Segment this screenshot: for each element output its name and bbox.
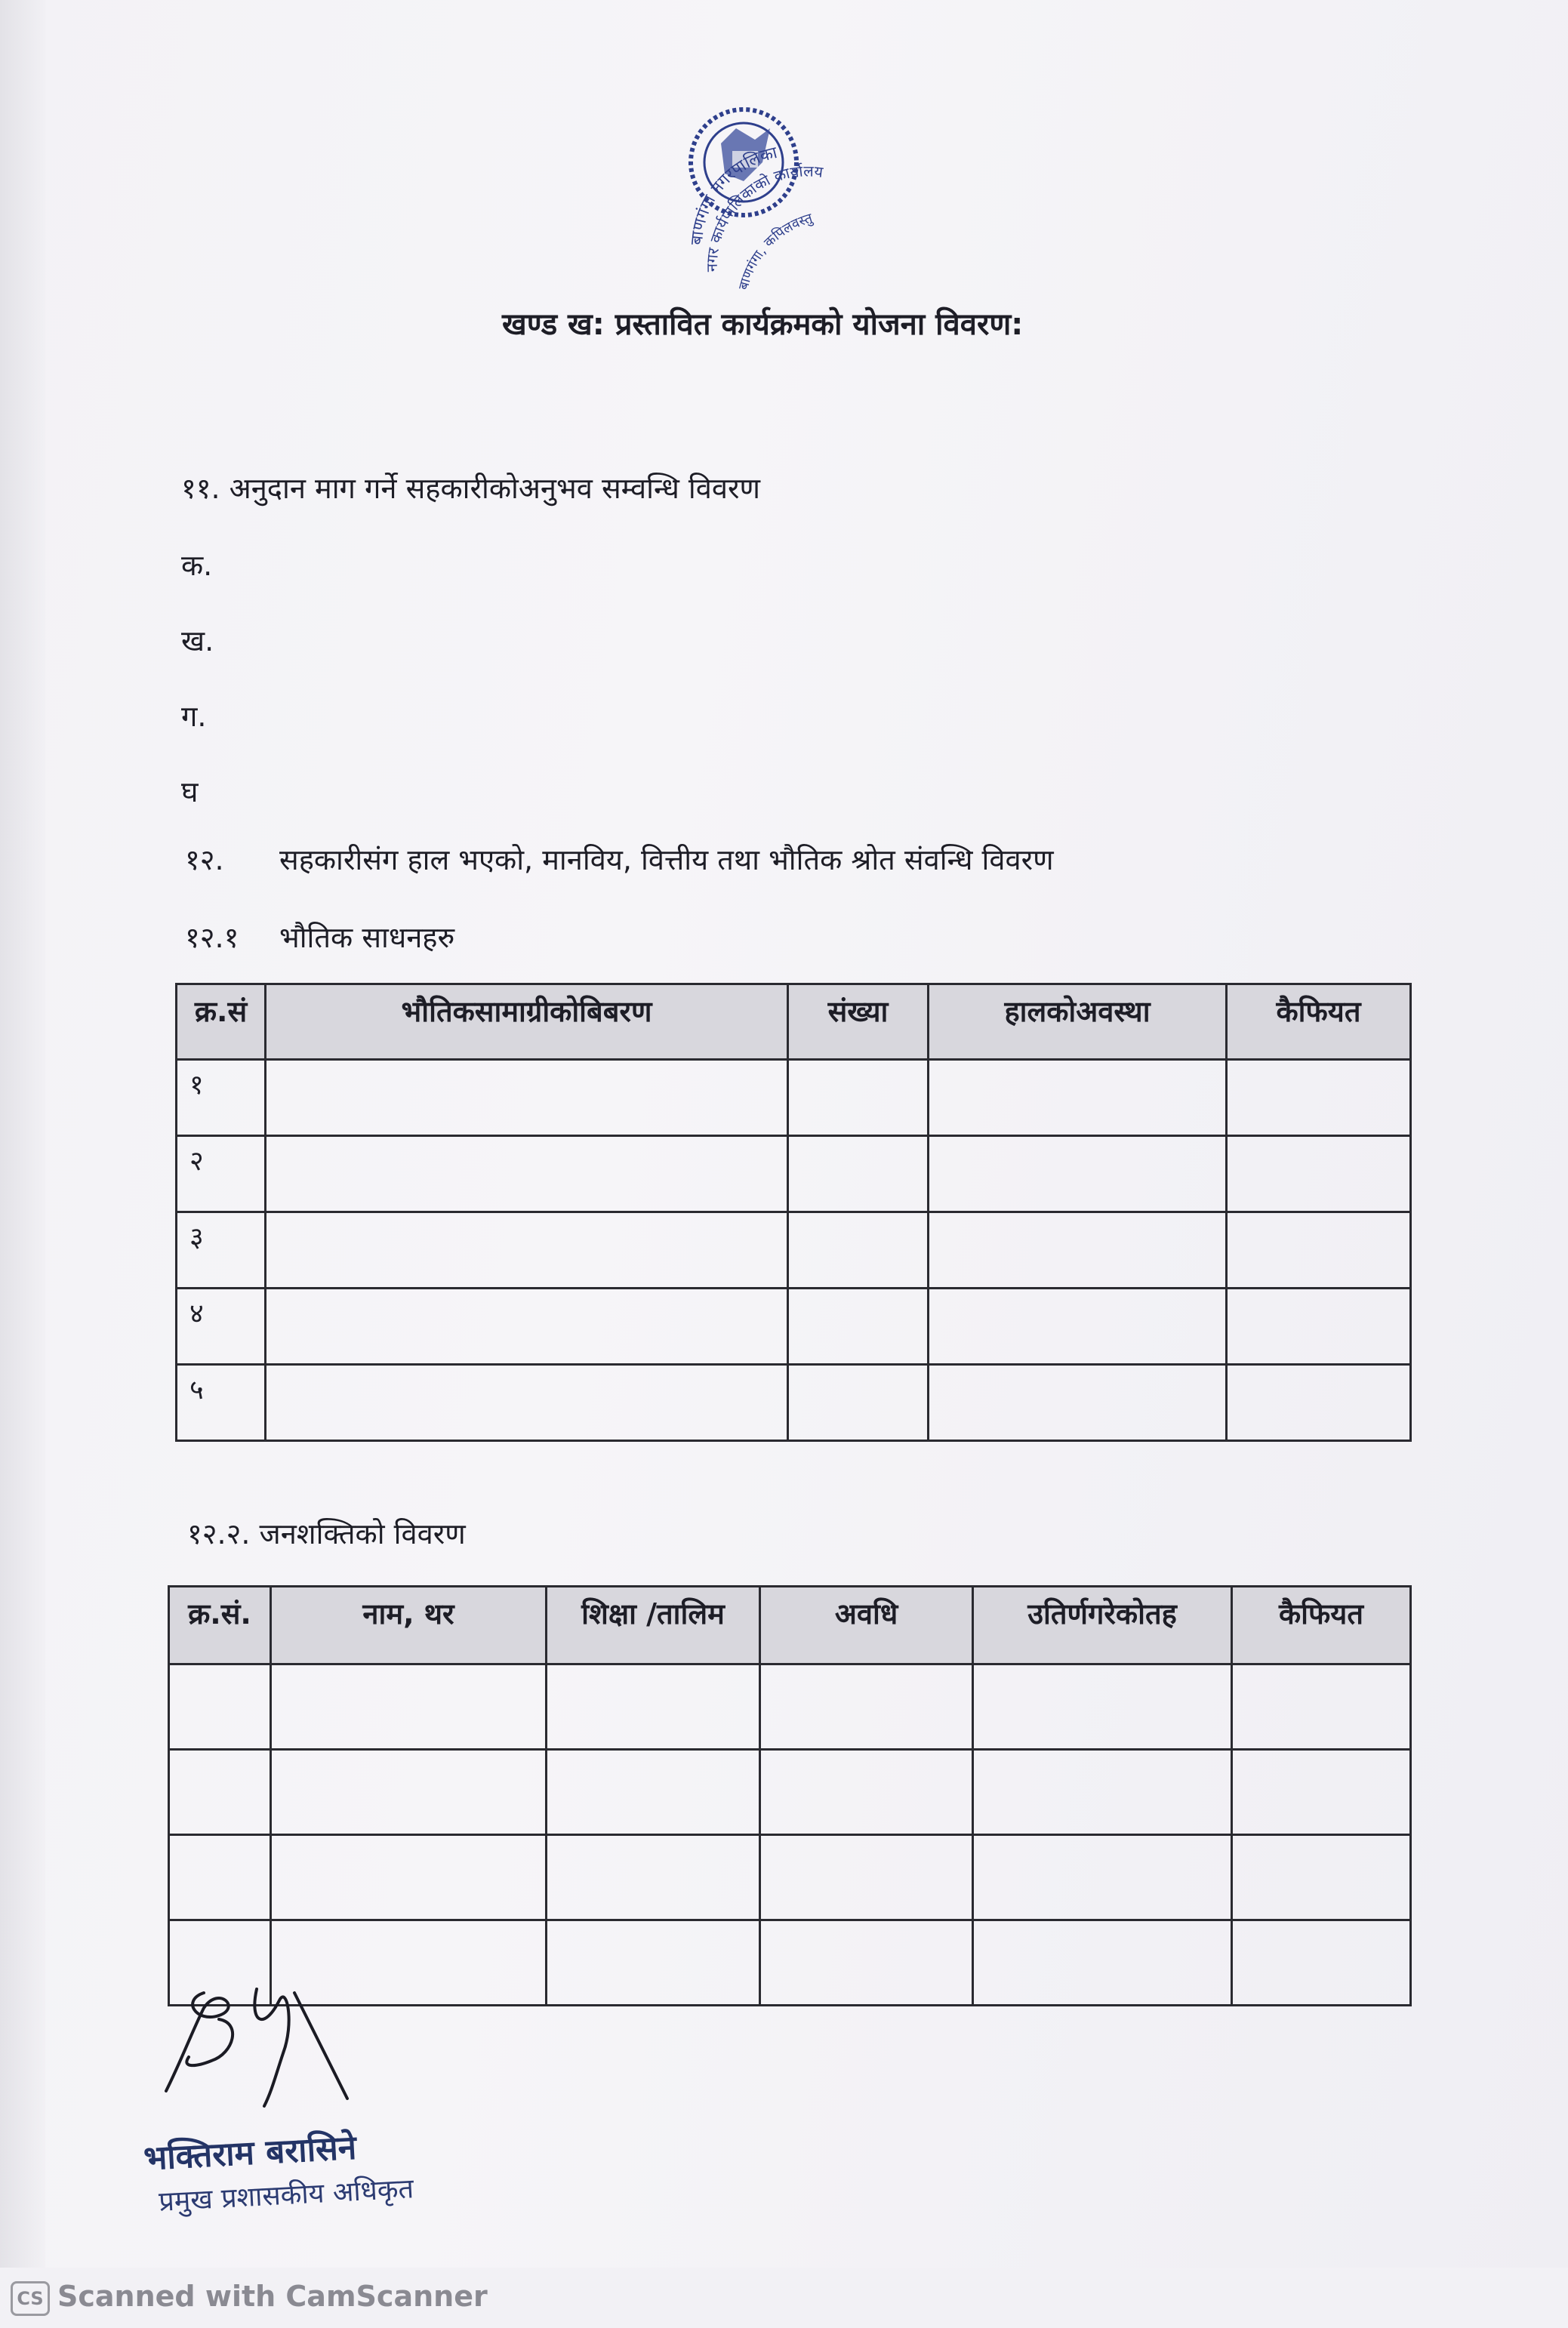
cell-remarks[interactable]: [1227, 1136, 1411, 1212]
item12-2-title: १२.२. जनशक्तिको विवरण: [187, 1517, 466, 1550]
col-header-quantity: संख्या: [788, 984, 929, 1060]
cell-name[interactable]: [271, 1750, 547, 1835]
cell-level[interactable]: [973, 1664, 1232, 1750]
cell-remarks[interactable]: [1227, 1289, 1411, 1365]
signatory-name: भक्तिराम बरासिने: [142, 2128, 358, 2179]
table-header-row: [169, 1587, 1411, 1664]
item11-sub-kha: ख.: [181, 624, 214, 657]
item11-title: ११. अनुदान माग गर्ने सहकारीकोअनुभव सम्वन्धि विवरण: [181, 472, 761, 505]
svg-text:बाणगंगा, कपिलवस्तु: [735, 210, 815, 291]
table-row: [169, 1664, 1411, 1750]
cell-description[interactable]: [266, 1289, 788, 1365]
col-header-remarks: कैफियत: [1227, 984, 1411, 1060]
cell-description[interactable]: [266, 1365, 788, 1441]
table-row: [177, 1212, 1411, 1289]
cell-remarks[interactable]: [1232, 1750, 1411, 1835]
cell-quantity[interactable]: [788, 1136, 929, 1212]
handwritten-signature: [151, 1978, 377, 2114]
row-serial: १: [177, 1060, 266, 1136]
seal-text-line1: बाणगंगा नगरपालिका: [687, 143, 780, 246]
cell-level[interactable]: [973, 1835, 1232, 1920]
item12-1-title: भौतिक साधनहरु: [279, 921, 455, 954]
cell-quantity[interactable]: [788, 1365, 929, 1441]
col-header-remarks: कैफियत: [1232, 1587, 1411, 1664]
cell-remarks[interactable]: [1227, 1365, 1411, 1441]
col-header-serial: क्र.सं: [177, 984, 266, 1060]
col-header-level-passed: उतिर्णगरेकोतह: [973, 1587, 1232, 1664]
cell-quantity[interactable]: [788, 1212, 929, 1289]
cell-remarks[interactable]: [1227, 1060, 1411, 1136]
row-serial: ५: [177, 1365, 266, 1441]
table-row: [177, 1060, 1411, 1136]
cell-education[interactable]: [547, 1920, 760, 2006]
cell-description[interactable]: [266, 1060, 788, 1136]
cell-serial[interactable]: [169, 1664, 271, 1750]
table-row: [169, 1835, 1411, 1920]
cell-remarks[interactable]: [1232, 1835, 1411, 1920]
cell-education[interactable]: [547, 1664, 760, 1750]
item11-sub-gha: घ: [181, 775, 199, 808]
cell-remarks[interactable]: [1227, 1212, 1411, 1289]
cell-condition[interactable]: [929, 1289, 1227, 1365]
cell-quantity[interactable]: [788, 1060, 929, 1136]
seal-text-line3: बाणगंगा, कपिलवस्तु: [735, 210, 815, 292]
cell-condition[interactable]: [929, 1212, 1227, 1289]
col-header-serial: क्र.सं.: [169, 1587, 271, 1664]
item12-number: १२.: [185, 843, 224, 876]
table-row: [169, 1750, 1411, 1835]
col-header-condition: हालकोअवस्था: [929, 984, 1227, 1060]
manpower-table: [168, 1585, 1412, 2006]
cell-condition[interactable]: [929, 1365, 1227, 1441]
physical-resources-table: [175, 983, 1412, 1442]
cell-description[interactable]: [266, 1212, 788, 1289]
cell-serial[interactable]: [169, 1750, 271, 1835]
cell-duration[interactable]: [760, 1750, 973, 1835]
municipality-seal: [657, 83, 883, 309]
col-header-duration: अवधि: [760, 1587, 973, 1664]
cell-remarks[interactable]: [1232, 1664, 1411, 1750]
cell-description[interactable]: [266, 1136, 788, 1212]
row-serial: २: [177, 1136, 266, 1212]
item11-sub-ka: क.: [181, 549, 213, 582]
cell-duration[interactable]: [760, 1920, 973, 2006]
col-header-education: शिक्षा /तालिम: [547, 1587, 760, 1664]
seal-text-line2: नगर कार्यपालिकाको कार्यालय: [702, 162, 824, 273]
row-serial: ३: [177, 1212, 266, 1289]
cell-education[interactable]: [547, 1750, 760, 1835]
cell-duration[interactable]: [760, 1664, 973, 1750]
cell-level[interactable]: [973, 1750, 1232, 1835]
item11-sub-ga: ग.: [181, 700, 207, 733]
scanner-watermark-text: Scanned with CamScanner: [57, 2280, 488, 2313]
cell-remarks[interactable]: [1232, 1920, 1411, 2006]
cell-education[interactable]: [547, 1835, 760, 1920]
item12-1-number: १२.१: [185, 921, 239, 954]
table-row: [177, 1289, 1411, 1365]
col-header-name: नाम, थर: [271, 1587, 547, 1664]
section-heading: खण्ड ख: प्रस्तावित कार्यक्रमको योजना विवरण:: [502, 307, 1024, 342]
cell-name[interactable]: [271, 1835, 547, 1920]
page-fold-shadow: [0, 0, 45, 2328]
cell-level[interactable]: [973, 1920, 1232, 2006]
table-row: [177, 1136, 1411, 1212]
camscanner-logo-icon: CS: [11, 2281, 50, 2316]
row-serial: ४: [177, 1289, 266, 1365]
table-header-row: [177, 984, 1411, 1060]
cell-condition[interactable]: [929, 1060, 1227, 1136]
col-header-description: भौतिकसामाग्रीकोबिबरण: [266, 984, 788, 1060]
cell-quantity[interactable]: [788, 1289, 929, 1365]
cell-condition[interactable]: [929, 1136, 1227, 1212]
cell-serial[interactable]: [169, 1835, 271, 1920]
table-row: [177, 1365, 1411, 1441]
signatory-title: प्रमुख प्रशासकीय अधिकृत: [158, 2173, 414, 2218]
cell-duration[interactable]: [760, 1835, 973, 1920]
cell-name[interactable]: [271, 1664, 547, 1750]
item12-title: सहकारीसंग हाल भएको, मानविय, वित्तीय तथा भौतिक श्रोत संवन्धि विवरण: [279, 843, 1054, 876]
